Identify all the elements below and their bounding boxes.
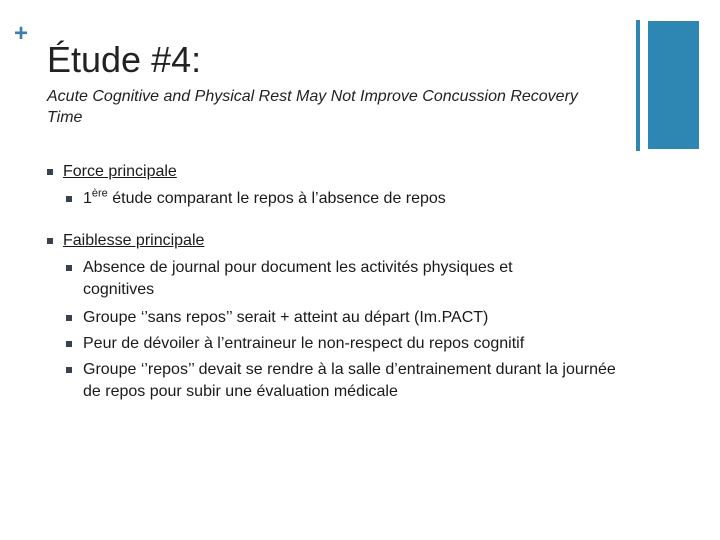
weakness-item-3: Peur de dévoiler à l’entraineur le non-respect du repos cognitif	[83, 335, 525, 352]
slide-title: Étude #4:	[47, 39, 202, 80]
strength-item-1-num: 1	[83, 190, 92, 207]
weakness-item-4: Groupe ‘’repos’’ devait se rendre à la salle d’entrainement durant la journée de repos pour subir une évaluation médicale	[83, 361, 616, 400]
bullet-square-icon	[47, 169, 53, 175]
bullet-square-icon	[66, 265, 72, 271]
bullet-square-icon	[47, 238, 53, 244]
strength-item-1-sup: ère	[91, 187, 108, 200]
accent-block	[648, 21, 699, 149]
weakness-item-1: Absence de journal pour document les activités physiques et cognitives	[83, 259, 513, 298]
strength-item-1-rest: étude comparant le repos à l’absence de repos	[107, 190, 446, 207]
bullet-square-icon	[66, 196, 72, 202]
bullet-square-icon	[66, 315, 72, 321]
bullet-square-icon	[66, 367, 72, 373]
accent-bar-thin	[636, 20, 640, 151]
strength-item-1	[83, 188, 446, 210]
plus-icon: +	[14, 20, 29, 47]
weakness-heading: Faiblesse principale	[63, 232, 205, 249]
slide-subtitle: Acute Cognitive and Physical Rest May Not Improve Concussion Recovery Time	[47, 88, 578, 126]
strength-heading: Force principale	[63, 163, 177, 180]
weakness-item-2: Groupe ‘’sans repos’’ serait + atteint au départ (Im.PACT)	[83, 309, 489, 326]
bullet-square-icon	[66, 341, 72, 347]
